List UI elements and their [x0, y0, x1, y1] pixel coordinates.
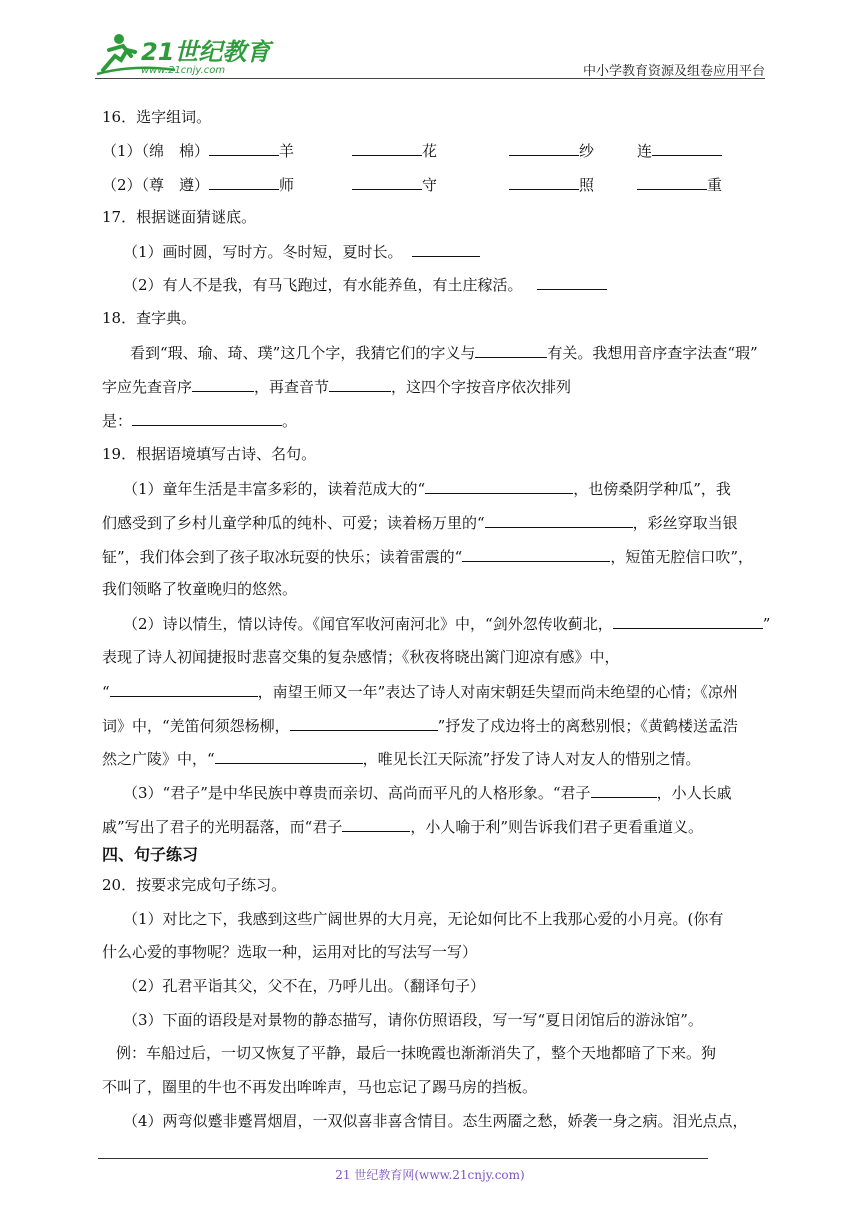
q16-word: 花 — [422, 142, 438, 160]
q20-p1-l2: 什么心爱的事物呢？选取一种，运用对比的写法写一写） — [102, 943, 478, 961]
footer-text: 21 世纪教育网(www.21cnjy.com) — [335, 1168, 525, 1182]
q19-text: 钲”，我们体会到了孩子取冰玩耍的快乐；读着雷震的“ — [102, 548, 463, 566]
q19-text: “ — [102, 683, 110, 701]
section-heading: 四、句子练习 — [102, 845, 199, 864]
q16-blank[interactable] — [352, 140, 422, 156]
footer-divider — [98, 1158, 708, 1159]
q16-row1-d — [637, 140, 722, 161]
q19-blank[interactable] — [485, 512, 633, 528]
q16-row2-label: （2）（尊 遵） — [102, 176, 210, 194]
q19-blank[interactable] — [342, 816, 410, 832]
q18-l3 — [102, 410, 297, 431]
q19-blank[interactable] — [290, 715, 438, 731]
q16-word: 照 — [579, 176, 595, 194]
q19-text: 戚”写出了君子的光明磊落，而“君子 — [102, 818, 343, 836]
q16-row2-d — [637, 174, 722, 195]
q16-blank[interactable] — [637, 174, 707, 190]
q18-text: 字应先查音序 — [102, 378, 193, 396]
q18-text: ，这四个字按音序依次排列 — [391, 378, 572, 396]
logo-url: www.21cnjy.com — [141, 65, 226, 76]
q16-word: 重 — [707, 176, 723, 194]
q16-blank[interactable] — [509, 174, 579, 190]
q16-blank[interactable] — [209, 140, 279, 156]
q19-text: ，南望王师又一年”表达了诗人对南宋朝廷失望而尚未绝望的心情；《凉州 — [257, 683, 738, 701]
q19-text: 然之广陵》中，“ — [102, 750, 215, 768]
q16-row2-c — [509, 174, 594, 195]
q19-text: ” — [762, 615, 771, 633]
q16-word: 守 — [422, 176, 438, 194]
q19-text: ，短笛无腔信口吹”， — [610, 548, 754, 566]
q20-p1-l1: （1）对比之下，我感到这些广阔世界的大月亮，无论如何比不上我那心爱的小月亮。(你有 — [123, 910, 724, 928]
q20-p2: （2）孔君平诣其父，父不在，乃呼儿出。（翻译句子） — [123, 977, 486, 995]
q16-blank[interactable] — [652, 140, 722, 156]
q19-p3-l1 — [123, 782, 732, 803]
q19-text: 们感受到了乡村儿童学种瓜的纯朴、可爱；读着杨万里的“ — [102, 514, 485, 532]
q18-text: 是： — [102, 412, 133, 430]
q19-text: 词》中，“羌笛何须怨杨柳， — [102, 717, 290, 735]
q19-text: ，唯见长江天际流”抒发了诗人对友人的惜别之情。 — [362, 750, 701, 768]
q20-p3: （3）下面的语段是对景物的静态描写，请你仿照语段，写一写“夏日闭馆后的游泳馆”。 — [123, 1011, 703, 1029]
q19-text: （3）“君子”是中华民族中尊贵而亲切、高尚而平凡的人格形象。“君子 — [123, 784, 591, 802]
q17-title: 17．根据谜面猜谜底。 — [102, 208, 257, 226]
q16-row1 — [102, 140, 294, 161]
q16-row2 — [102, 174, 294, 195]
q19-p1-l2 — [102, 512, 738, 533]
q17-p2 — [123, 274, 607, 295]
q16-word: 连 — [637, 142, 653, 160]
q16-word: 羊 — [279, 142, 295, 160]
q19-p2-l5 — [102, 748, 700, 769]
logo-title: 21世纪教育 — [141, 38, 271, 66]
q19-blank[interactable] — [425, 478, 573, 494]
q19-blank[interactable] — [110, 681, 258, 697]
q16-word: 师 — [279, 176, 295, 194]
q19-p2-l4 — [102, 715, 738, 736]
q19-text: ，小人长戚 — [656, 784, 732, 802]
q16-row1-b — [352, 140, 437, 161]
q18-text: 有关。我想用音序查字法查“瑕” — [547, 344, 758, 362]
q19-text: ，也傍桑阴学种瓜”，我 — [573, 480, 731, 498]
q16-row1-label: （1）（绵 棉） — [102, 142, 210, 160]
q16-blank[interactable] — [209, 174, 279, 190]
q16-blank[interactable] — [352, 174, 422, 190]
q18-l2 — [102, 376, 571, 397]
q19-title: 19．根据语境填写古诗、名句。 — [102, 445, 317, 463]
header-platform-text: 中小学教育资源及组卷应用平台 — [582, 64, 765, 79]
q19-blank[interactable] — [591, 782, 657, 798]
q17-p2-text: （2）有人不是我，有马飞跑过，有水能养鱼，有土庄稼活。 — [123, 276, 523, 294]
q18-title: 18．查字典。 — [102, 309, 197, 327]
q16-row1-c — [509, 140, 594, 161]
q17-blank[interactable] — [412, 241, 480, 257]
q18-blank[interactable] — [329, 376, 391, 392]
q17-p1 — [123, 241, 480, 262]
q19-text: ，彩丝穿取当银 — [632, 514, 738, 532]
q18-blank[interactable] — [475, 342, 547, 358]
q19-p2-l3 — [102, 681, 738, 702]
q16-word: 纱 — [579, 142, 595, 160]
q17-blank[interactable] — [537, 274, 607, 290]
q19-blank[interactable] — [613, 613, 763, 629]
q18-text: ，再查音节 — [254, 378, 330, 396]
q16-row2-b — [352, 174, 437, 195]
q16-title: 16．选字组词。 — [102, 108, 212, 126]
q20-example-l1: 例：车船过后，一切又恢复了平静，最后一抹晚霞也渐渐消失了，整个天地都暗了下来。狗 — [116, 1044, 717, 1062]
q19-text: （2）诗以情生，情以诗传。《闻官军收河南河北》中，“剑外忽传收蓟北， — [123, 615, 613, 633]
q18-blank[interactable] — [192, 376, 254, 392]
q17-p1-text: （1）画时圆，写时方。冬时短，夏时长。 — [123, 243, 403, 261]
q19-p2-l2: 表现了诗人初闻捷报时悲喜交集的复杂感情；《秋夜将晓出篱门迎凉有感》中， — [102, 648, 620, 666]
q20-example-l2: 不叫了，圈里的牛也不再发出哞哞声，马也忘记了踢马房的挡板。 — [102, 1078, 538, 1096]
q18-text: 看到“瑕、瑜、琦、璞”这几个字，我猜它们的字义与 — [130, 344, 476, 362]
q16-blank[interactable] — [509, 140, 579, 156]
q20-p4: （4）两弯似蹙非蹙罥烟眉，一双似喜非喜含情目。态生两靥之愁，娇袭一身之病。泪光点点， — [123, 1112, 748, 1130]
q19-p2-l1 — [123, 613, 770, 634]
q19-p1-l4: 我们领略了牧童晚归的悠然。 — [102, 580, 298, 598]
q19-blank[interactable] — [462, 546, 610, 562]
q19-blank[interactable] — [215, 748, 363, 764]
q19-text: ”抒发了戍边将士的离愁别恨；《黄鹤楼送孟浩 — [437, 717, 738, 735]
q19-text: （1）童年生活是丰富多彩的，读着范成大的“ — [123, 480, 426, 498]
q19-text: ，小人喻于利”则告诉我们君子更看重道义。 — [410, 818, 704, 836]
q20-title: 20．按要求完成句子练习。 — [102, 876, 287, 894]
q18-l1 — [130, 342, 758, 363]
q19-p1-l3 — [102, 546, 753, 567]
q19-p3-l2 — [102, 816, 703, 837]
q19-p1-l1 — [123, 478, 731, 499]
q18-text: 。 — [282, 412, 298, 430]
q18-blank[interactable] — [132, 410, 282, 426]
